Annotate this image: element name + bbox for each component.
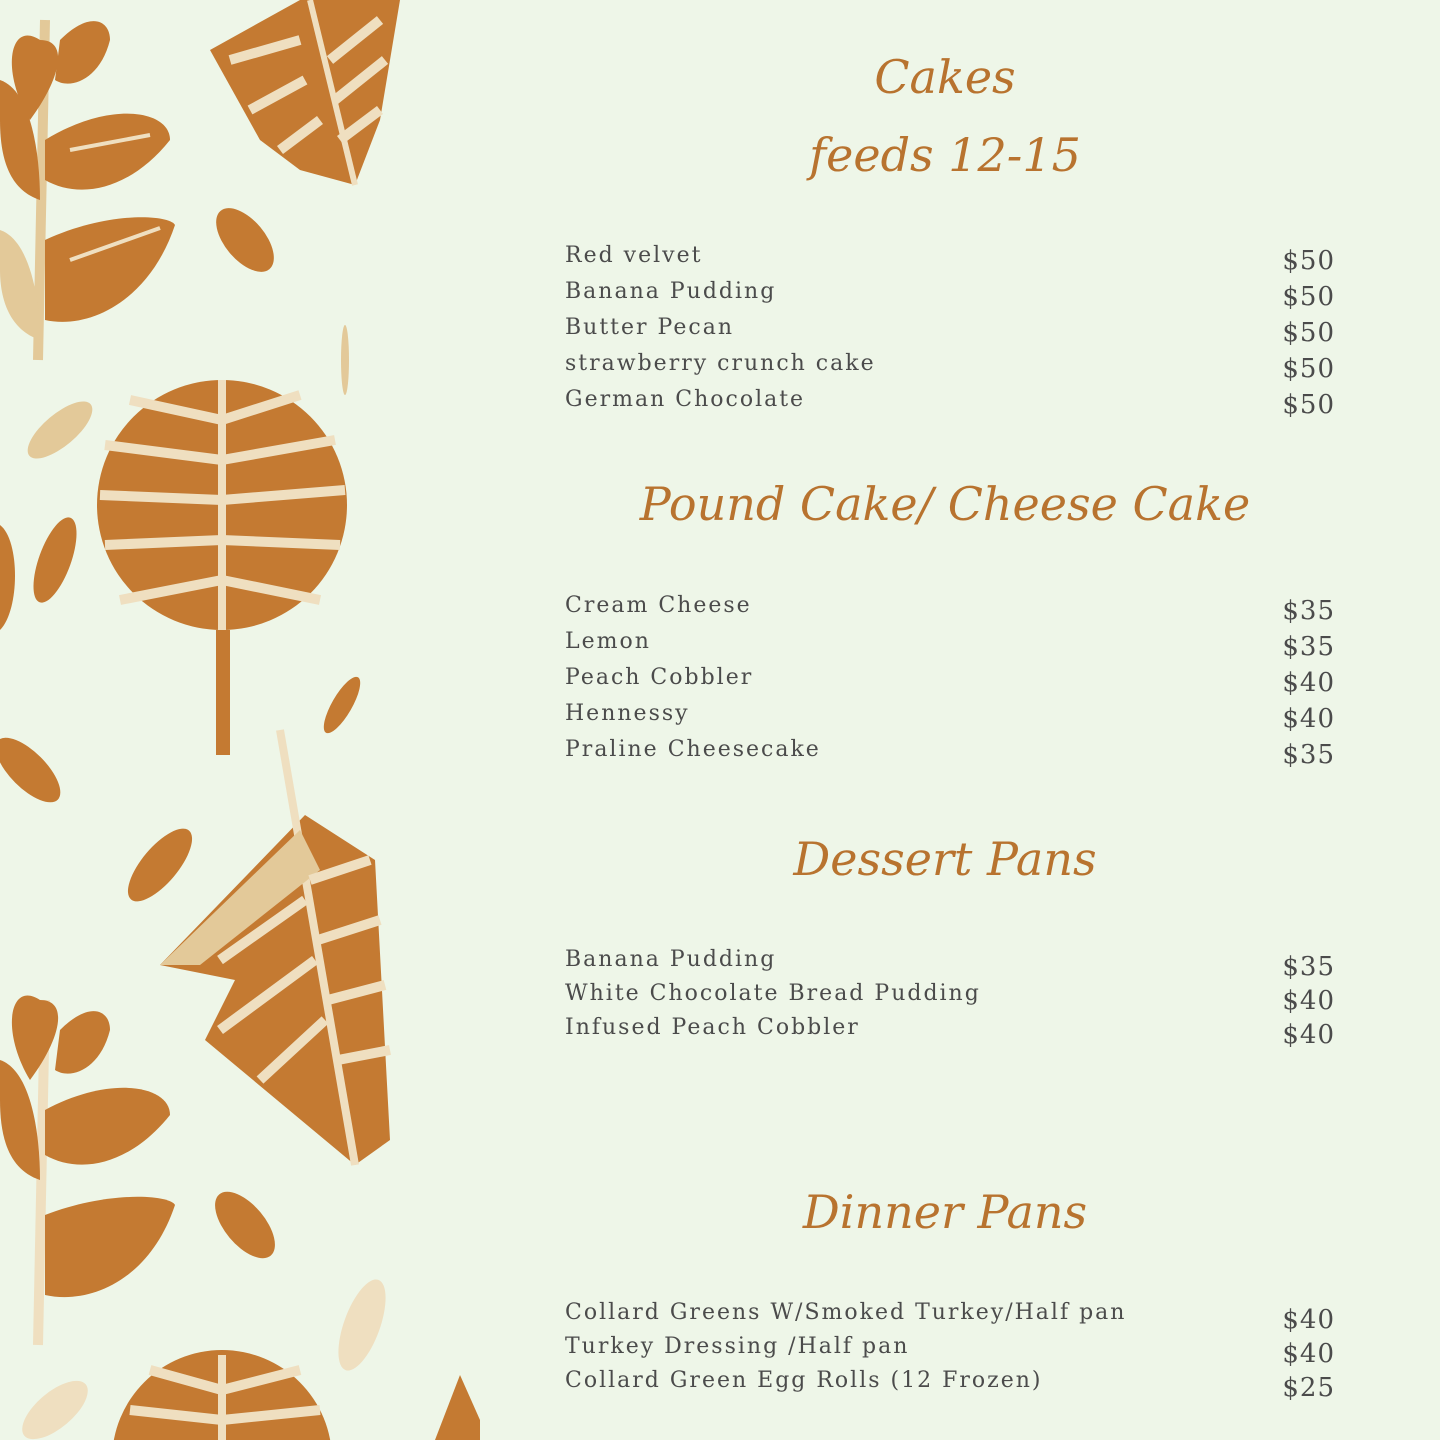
item-name: White Chocolate Bread Pudding (565, 981, 981, 1006)
small-leaf-icon (317, 672, 366, 737)
round-leaf-icon (97, 380, 347, 755)
menu-item (565, 588, 1335, 624)
small-leaf-icon (205, 198, 284, 282)
section-title-line: Cakes (874, 50, 1016, 104)
item-price: $50 (1282, 246, 1335, 276)
item-price: $35 (1282, 632, 1335, 662)
section-title-cakes (560, 38, 1330, 194)
small-leaf-icon (13, 1370, 97, 1440)
menu-item (565, 274, 1335, 310)
menu-item (565, 660, 1335, 696)
section-title-line: Pound Cake/ Cheese Cake (639, 477, 1251, 531)
menu-item (565, 382, 1335, 418)
item-name: Turkey Dressing /Half pan (565, 1334, 910, 1359)
item-price: $35 (1282, 952, 1335, 982)
item-price: $25 (1282, 1373, 1335, 1403)
item-name: Collard Green Egg Rolls (12 Frozen) (565, 1368, 1043, 1393)
small-leaf-icon (25, 512, 86, 608)
menu-item (565, 624, 1335, 660)
menu-item (565, 1329, 1335, 1369)
item-name: Banana Pudding (565, 947, 777, 972)
section-title-pound-cake (560, 465, 1330, 543)
item-name: strawberry crunch cake (565, 351, 876, 376)
feather-leaf-icon (210, 0, 400, 185)
small-leaf-icon (0, 728, 70, 813)
branch-leaf-icon (0, 20, 175, 360)
section-title-dessert-pans (560, 820, 1330, 898)
small-leaf-icon (0, 525, 15, 630)
item-price: $35 (1282, 596, 1335, 626)
item-price: $50 (1282, 390, 1335, 420)
feather-leaf-icon (160, 730, 390, 1165)
item-price: $40 (1282, 986, 1335, 1016)
small-leaf-icon (204, 1182, 286, 1269)
section-title-line: Dinner Pans (802, 1185, 1088, 1239)
item-price: $50 (1282, 318, 1335, 348)
item-name: German Chocolate (565, 387, 806, 412)
section-title-line: Dessert Pans (793, 832, 1097, 886)
menu-list-dinner-pans (565, 1295, 1335, 1403)
section-title-dinner-pans (560, 1173, 1330, 1251)
item-price: $35 (1282, 740, 1335, 770)
small-leaf-icon (19, 392, 101, 468)
menu-item (565, 732, 1335, 768)
item-price: $40 (1282, 1339, 1335, 1369)
item-name: Cream Cheese (565, 593, 752, 618)
menu-list-pound-cake (565, 588, 1335, 768)
menu-list-dessert-pans (565, 942, 1335, 1050)
menu-item (565, 1295, 1335, 1335)
item-name: Lemon (565, 629, 651, 654)
autumn-leaves-border (0, 0, 480, 1440)
small-leaf-icon (117, 819, 202, 911)
item-price: $40 (1282, 1020, 1335, 1050)
item-name: Praline Cheesecake (565, 737, 821, 762)
item-name: Peach Cobbler (565, 665, 754, 690)
item-price: $40 (1282, 704, 1335, 734)
menu-item (565, 238, 1335, 274)
item-name: Hennessy (565, 701, 690, 726)
small-leaf-icon (435, 1375, 480, 1440)
menu-item (565, 1010, 1335, 1050)
item-name: Collard Greens W/Smoked Turkey/Half pan (565, 1300, 1127, 1325)
menu-list-cakes (565, 238, 1335, 418)
round-leaf-icon (112, 1350, 332, 1440)
item-price: $50 (1282, 282, 1335, 312)
item-price: $50 (1282, 354, 1335, 384)
item-name: Infused Peach Cobbler (565, 1015, 860, 1040)
item-name: Red velvet (565, 243, 703, 268)
menu-item (565, 1363, 1335, 1403)
menu-item (565, 976, 1335, 1016)
branch-leaf-icon (0, 995, 175, 1345)
small-leaf-icon (341, 325, 349, 395)
section-subtitle-line: feeds 12-15 (809, 128, 1081, 183)
menu-item (565, 346, 1335, 382)
menu-item (565, 942, 1335, 982)
item-price: $40 (1282, 1305, 1335, 1335)
small-leaf-icon (329, 1274, 396, 1377)
item-name: Butter Pecan (565, 315, 734, 340)
item-name: Banana Pudding (565, 279, 777, 304)
item-price: $40 (1282, 668, 1335, 698)
menu-item (565, 310, 1335, 346)
menu-item (565, 696, 1335, 732)
